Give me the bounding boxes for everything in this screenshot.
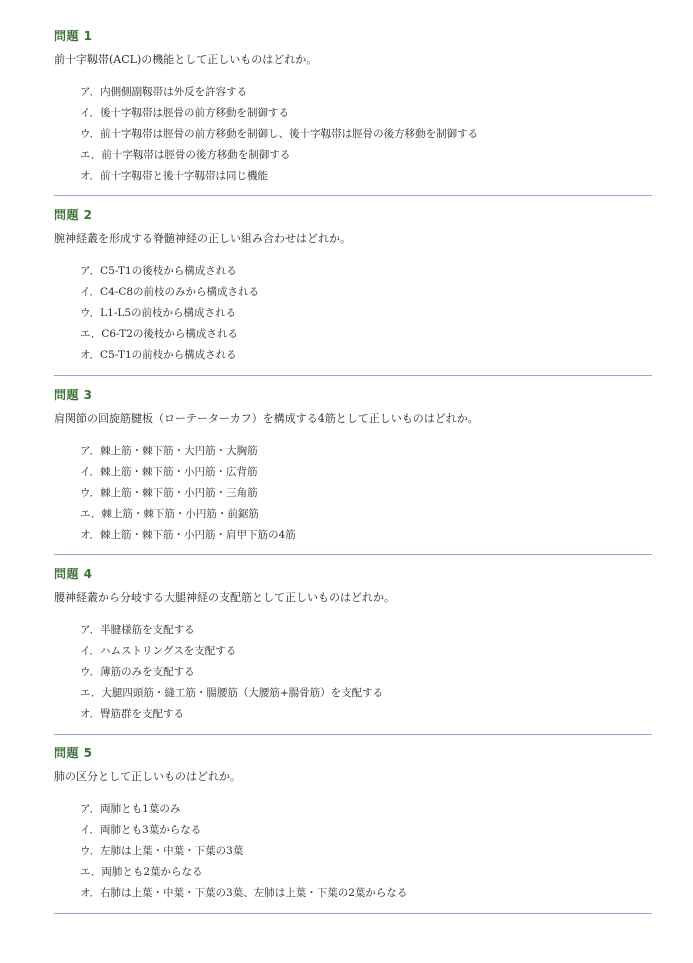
choice-item: エ．大腿四頭筋・縫工筋・腸腰筋（大腰筋+腸骨筋）を支配する [80,687,384,699]
divider [54,195,652,196]
choice-item: ア．棘上筋・棘下筋・大円筋・大胸筋 [80,445,258,457]
choice-item: ア．内側側副靱帯は外反を許容する [80,86,248,98]
choice-list [54,261,652,366]
choice-item: ウ．薄筋のみを支配する [80,666,195,678]
divider [54,734,652,735]
question-1 [54,28,652,187]
question-title: 問題 5 [54,746,93,760]
choice-item: イ．両肺とも3葉からなる [80,824,202,836]
question-text: 肺の区分として正しいものはどれか。 [54,770,241,783]
question-2 [54,207,652,366]
choice-list [54,441,652,546]
question-title: 問題 4 [54,567,93,581]
choice-item: ア．両肺とも1葉のみ [80,803,181,815]
question-5 [54,745,652,904]
choice-list [54,620,652,725]
choice-item: ウ．左肺は上葉・中葉・下葉の3葉 [80,845,244,857]
question-text: 肩関節の回旋筋腱板（ローテーターカフ）を構成する4筋として正しいものはどれか。 [54,412,479,425]
question-title: 問題 1 [54,29,93,43]
choice-item: イ．C4-C8の前枝のみから構成される [80,286,260,298]
choice-item: ウ．L1-L5の前枝から構成される [80,307,237,319]
choice-item: エ．両肺とも2葉からなる [80,866,203,878]
choice-item: イ．後十字靱帯は脛骨の前方移動を制御する [80,107,290,119]
choice-list [54,799,652,904]
choice-item: オ．前十字靱帯と後十字靱帯は同じ機能 [80,170,269,182]
choice-item: イ．ハムストリングスを支配する [80,645,237,657]
question-title: 問題 3 [54,388,93,402]
choice-item: エ．C6-T2の後枝から構成される [80,328,238,340]
choice-item: オ．右肺は上葉・中葉・下葉の3葉、左肺は上葉・下葉の2葉からなる [80,887,408,899]
choice-item: イ．棘上筋・棘下筋・小円筋・広背筋 [80,466,258,478]
divider [54,913,652,914]
question-text: 前十字靱帯(ACL)の機能として正しいものはどれか。 [54,53,318,66]
choice-item: ウ．前十字靱帯は脛骨の前方移動を制御し、後十字靱帯は脛骨の後方移動を制御する [80,128,479,140]
choice-item: ア．C5-T1の後枝から構成される [80,265,237,277]
question-3 [54,387,652,546]
choice-item: エ．前十字靱帯は脛骨の後方移動を制御する [80,149,291,161]
choice-item: オ．棘上筋・棘下筋・小円筋・肩甲下筋の4筋 [80,529,296,541]
choice-item: ウ．棘上筋・棘下筋・小円筋・三角筋 [80,487,258,499]
question-text: 腕神経叢を形成する脊髄神経の正しい組み合わせはどれか。 [54,232,351,245]
divider [54,375,652,376]
divider [54,554,652,555]
question-text: 腰神経叢から分岐する大腿神経の支配筋として正しいものはどれか。 [54,591,395,604]
question-4 [54,566,652,725]
choice-item: エ．棘上筋・棘下筋・小円筋・前鋸筋 [80,508,259,520]
question-title: 問題 2 [54,208,93,222]
choice-item: オ．C5-T1の前枝から構成される [80,349,237,361]
choice-item: ア．半腱様筋を支配する [80,624,195,636]
choice-item: オ．臀筋群を支配する [80,708,185,720]
choice-list [54,82,652,187]
